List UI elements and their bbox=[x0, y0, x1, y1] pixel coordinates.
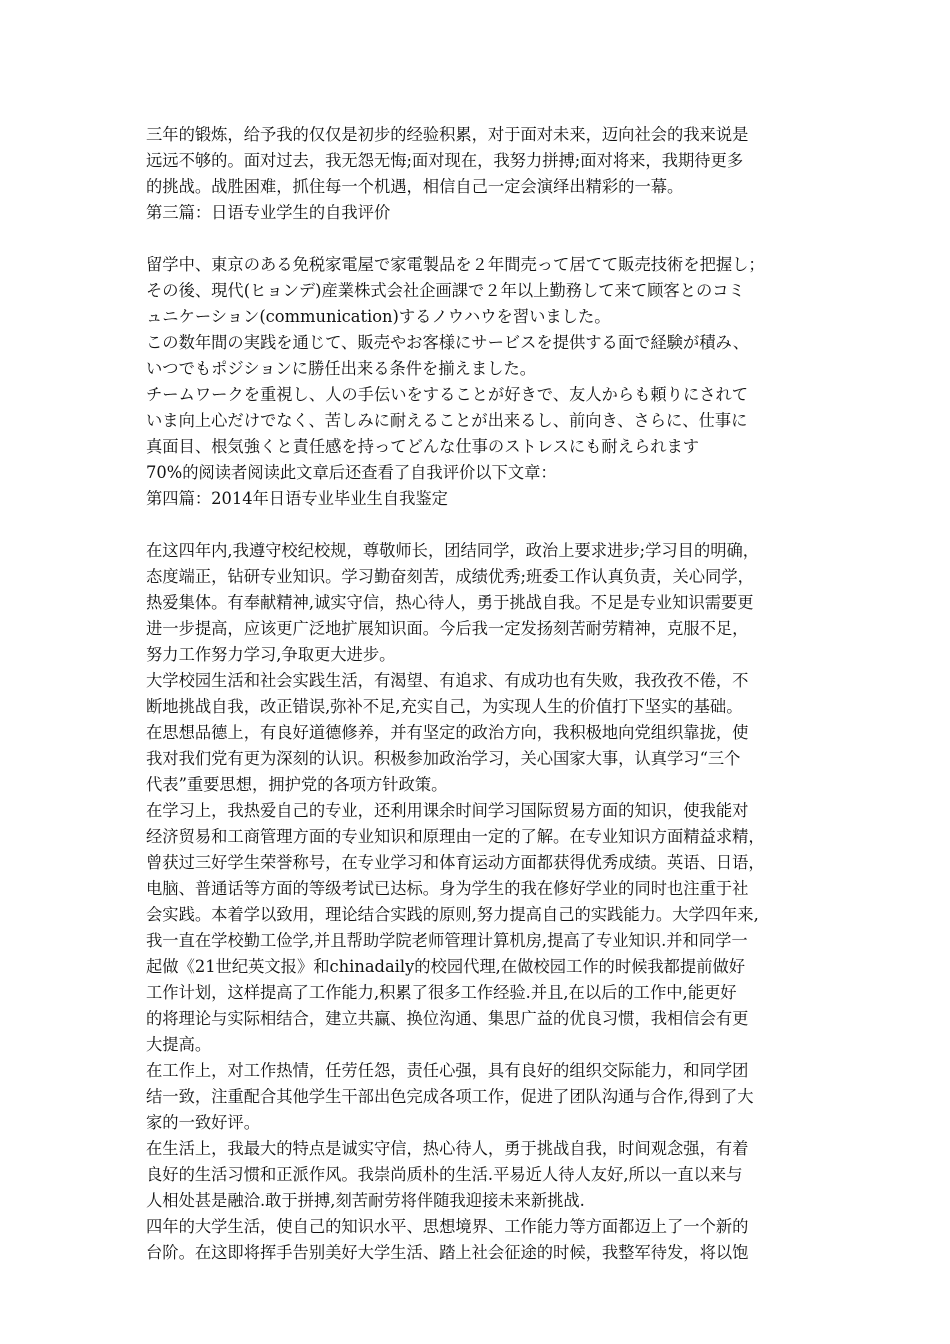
section4-title: 第四篇：2014年日语专业毕业生自我鉴定 bbox=[146, 489, 448, 508]
text-line: 我一直在学校勤工俭学,并且帮助学院老师管理计算机房,提高了专业知识.并和同学一 bbox=[146, 931, 748, 950]
text-line: いつでもポジションに勝任出来る条件を揃えました。 bbox=[146, 359, 537, 378]
document-page bbox=[146, 122, 816, 1266]
text-line: 留学中、東京のある免税家電屋で家電製品を２年間売って居てて販売技術を把握し； bbox=[146, 255, 765, 274]
text-line: この数年間の実践を通じて、販売やお客様にサービスを提供する面で経験が積み、 bbox=[146, 333, 750, 352]
text-line: 大学校园生活和社会实践生活，有渴望、有追求、有成功也有失败，我孜孜不倦，不 bbox=[146, 671, 749, 690]
text-line: 我对我们党有更为深刻的认识。积极参加政治学习，关心国家大事，认真学习“三个 bbox=[146, 749, 741, 768]
text-line: 热爱集体。有奉献精神,诚实守信，热心待人，勇于挑战自我。不足是专业知识需要更 bbox=[146, 593, 754, 612]
text-line: 在思想品德上，有良好道德修养，并有坚定的政治方向，我积极地向党组织靠拢，使 bbox=[146, 723, 749, 742]
text-line: 起做《21世纪英文报》和chinadaily的校园代理,在做校园工作的时候我都提前做好 bbox=[146, 957, 746, 976]
text-line: 在生活上，我最大的特点是诚实守信，热心待人，勇于挑战自我，时间观念强，有着 bbox=[146, 1139, 749, 1158]
text-line: 代表”重要思想，拥护党的各项方针政策。 bbox=[146, 775, 448, 794]
text-line: 四年的大学生活，使自己的知识水平、思想境界、工作能力等方面都迈上了一个新的 bbox=[146, 1217, 749, 1236]
text-line: 的挑战。战胜困难，抓住每一个机遇，相信自己一定会演绎出精彩的一幕。 bbox=[146, 177, 684, 196]
text-line: 断地挑战自我，改正错误,弥补不足,充实自己，为实现人生的价值打下坚实的基础。 bbox=[146, 697, 743, 716]
section3-title: 第三篇：日语专业学生的自我评价 bbox=[146, 203, 391, 222]
text-line: 进一步提高，应该更广泛地扩展知识面。今后我一定发扬刻苦耐劳精神，克服不足， bbox=[146, 619, 749, 638]
text-line: 台阶。在这即将挥手告别美好大学生活、踏上社会征途的时候，我整军待发，将以饱 bbox=[146, 1243, 749, 1262]
readers-note: 70%的阅读者阅读此文章后还查看了自我评价以下文章： bbox=[146, 463, 557, 482]
spacer bbox=[146, 512, 816, 538]
section4-body bbox=[146, 538, 816, 1266]
text-line: ュニケーション(communication)するノウハウを習いました。 bbox=[146, 307, 611, 326]
text-line: チームワークを重視し、人の手伝いをすることが好きで、友人からも頼りにされて bbox=[146, 385, 749, 404]
text-line: 经济贸易和工商管理方面的专业知识和原理由一定的了解。在专业知识方面精益求精， bbox=[146, 827, 765, 846]
text-line: 良好的生活习惯和正派作风。我崇尚质朴的生活.平易近人待人友好,所以一直以来与 bbox=[146, 1165, 743, 1184]
text-line: 家的一致好评。 bbox=[146, 1113, 260, 1132]
text-line: 大提高。 bbox=[146, 1035, 212, 1054]
text-line: 真面目、根気強くと責任感を持ってどんな仕事のストレスにも耐えられます bbox=[146, 437, 700, 456]
text-line: 在工作上，对工作热情，任劳任怨，责任心强，具有良好的组织交际能力，和同学团 bbox=[146, 1061, 749, 1080]
text-line: 努力工作努力学习,争取更大进步。 bbox=[146, 645, 396, 664]
text-line: 曾获过三好学生荣誉称号，在专业学习和体育运动方面都获得优秀成绩。英语、日语， bbox=[146, 853, 765, 872]
text-line: 态度端正，钻研专业知识。学习勤奋刻苦，成绩优秀;班委工作认真负责，关心同学， bbox=[146, 567, 754, 586]
section3-body bbox=[146, 252, 816, 460]
text-line: 三年的锻炼，给予我的仅仅是初步的经验积累，对于面对未来，迈向社会的我来说是 bbox=[146, 125, 749, 144]
text-line: 工作计划，这样提高了工作能力,积累了很多工作经验.并且,在以后的工作中,能更好 bbox=[146, 983, 737, 1002]
text-line: 远远不够的。面对过去，我无怨无悔;面对现在，我努力拼搏;面对将来，我期待更多 bbox=[146, 151, 744, 170]
spacer bbox=[146, 226, 816, 252]
text-line: 电脑、普通话等方面的等级考试已达标。身为学生的我在修好学业的同时也注重于社 bbox=[146, 879, 749, 898]
text-line: 结一致，注重配合其他学生干部出色完成各项工作，促进了团队沟通与合作,得到了大 bbox=[146, 1087, 754, 1106]
text-line: 在学习上，我热爱自己的专业，还利用课余时间学习国际贸易方面的知识，使我能对 bbox=[146, 801, 749, 820]
text-line: その後、現代(ヒョンデ)産業株式会社企画課で２年以上勤務して来て顾客とのコミ bbox=[146, 281, 745, 300]
text-line: いま向上心だけでなく、苦しみに耐えることが出来るし、前向き、さらに、仕事に bbox=[146, 411, 748, 430]
text-line: 在这四年内,我遵守校纪校规，尊敬师长，团结同学，政治上要求进步;学习目的明确， bbox=[146, 541, 760, 560]
text-line: 会实践。本着学以致用，理论结合实践的原则,努力提高自己的实践能力。大学四年来, bbox=[146, 905, 759, 924]
intro-paragraph bbox=[146, 122, 816, 200]
text-line: 的将理论与实际相结合，建立共赢、换位沟通、集思广益的优良习惯，我相信会有更 bbox=[146, 1009, 749, 1028]
text-line: 人相处甚是融洽.敢于拼搏,刻苦耐劳将伴随我迎接未来新挑战. bbox=[146, 1191, 585, 1210]
